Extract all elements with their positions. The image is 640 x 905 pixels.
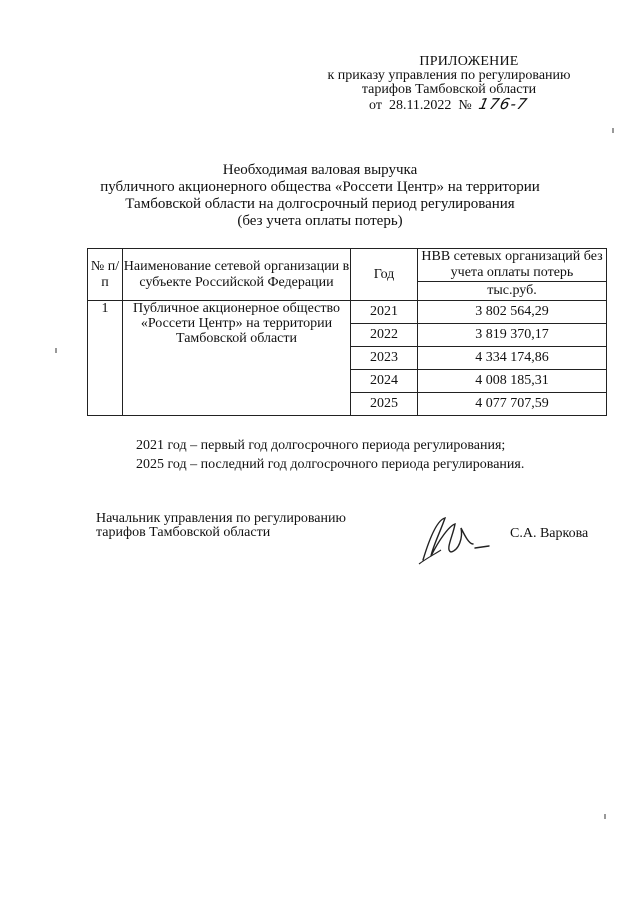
handwritten-signature: [415, 510, 495, 566]
annex-title: ПРИЛОЖЕНИЕ: [419, 54, 519, 69]
value-cell: 4 008 185,31: [418, 370, 607, 393]
value-cell: 4 077 707,59: [418, 393, 607, 416]
scan-speck: [55, 348, 57, 353]
header-org-name: Наименование сетевой организации в субъекте Российской Федерации: [123, 249, 351, 301]
position-line: Начальник управления по регулированию: [96, 511, 346, 526]
table-row: [88, 301, 607, 324]
year-cell: 2025: [351, 393, 418, 416]
value-cell: 4 334 174,86: [418, 347, 607, 370]
value-cell: 3 802 564,29: [418, 301, 607, 324]
handwritten-order-number: 176-7: [476, 95, 530, 113]
order-date: 28.11.2022: [388, 98, 452, 113]
title-line: Тамбовской области на долгосрочный период регулирования: [125, 196, 515, 212]
note-line: 2021 год – первый год долгосрочного периода регулирования;: [136, 438, 506, 453]
number-sign: №: [458, 98, 472, 113]
period-notes: [136, 436, 524, 474]
title-line: (без учета оплаты потерь): [237, 213, 403, 229]
signer-name: С.А. Варкова: [510, 526, 589, 541]
position-line: тарифов Тамбовской области: [96, 525, 271, 540]
scan-speck: [612, 128, 614, 133]
annex-order-line1: к приказу управления по регулированию: [327, 68, 571, 83]
year-cell: 2023: [351, 347, 418, 370]
value-cell: 3 819 370,17: [418, 324, 607, 347]
year-cell: 2021: [351, 301, 418, 324]
annex-date-line: [304, 97, 594, 113]
title-line: Необходимая валовая выручка: [222, 162, 418, 178]
annex-order-line2: тарифов Тамбовской области: [361, 82, 537, 97]
date-prefix: от: [369, 98, 382, 113]
header-year: Год: [351, 249, 418, 301]
document-header: [304, 55, 594, 113]
table-header-row: [88, 249, 607, 282]
scan-speck: [604, 814, 606, 819]
revenue-table: [87, 248, 607, 416]
year-cell: 2024: [351, 370, 418, 393]
row-number: 1: [88, 301, 123, 416]
header-row-number: № п/п: [88, 249, 123, 301]
year-cell: 2022: [351, 324, 418, 347]
note-line: 2025 год – последний год долгосрочного периода регулирования.: [136, 457, 525, 472]
title-line: публичного акционерного общества «Россети Центр» на территории: [100, 179, 540, 195]
header-nvv: НВВ сетевых организаций без учета оплаты потерь: [418, 249, 607, 282]
document-title: [100, 162, 540, 230]
signatory-position: [96, 512, 346, 540]
header-unit: тыс.руб.: [418, 282, 607, 301]
org-name: Публичное акционерное общество «Россети Центр» на территории Тамбовской области: [123, 301, 351, 416]
